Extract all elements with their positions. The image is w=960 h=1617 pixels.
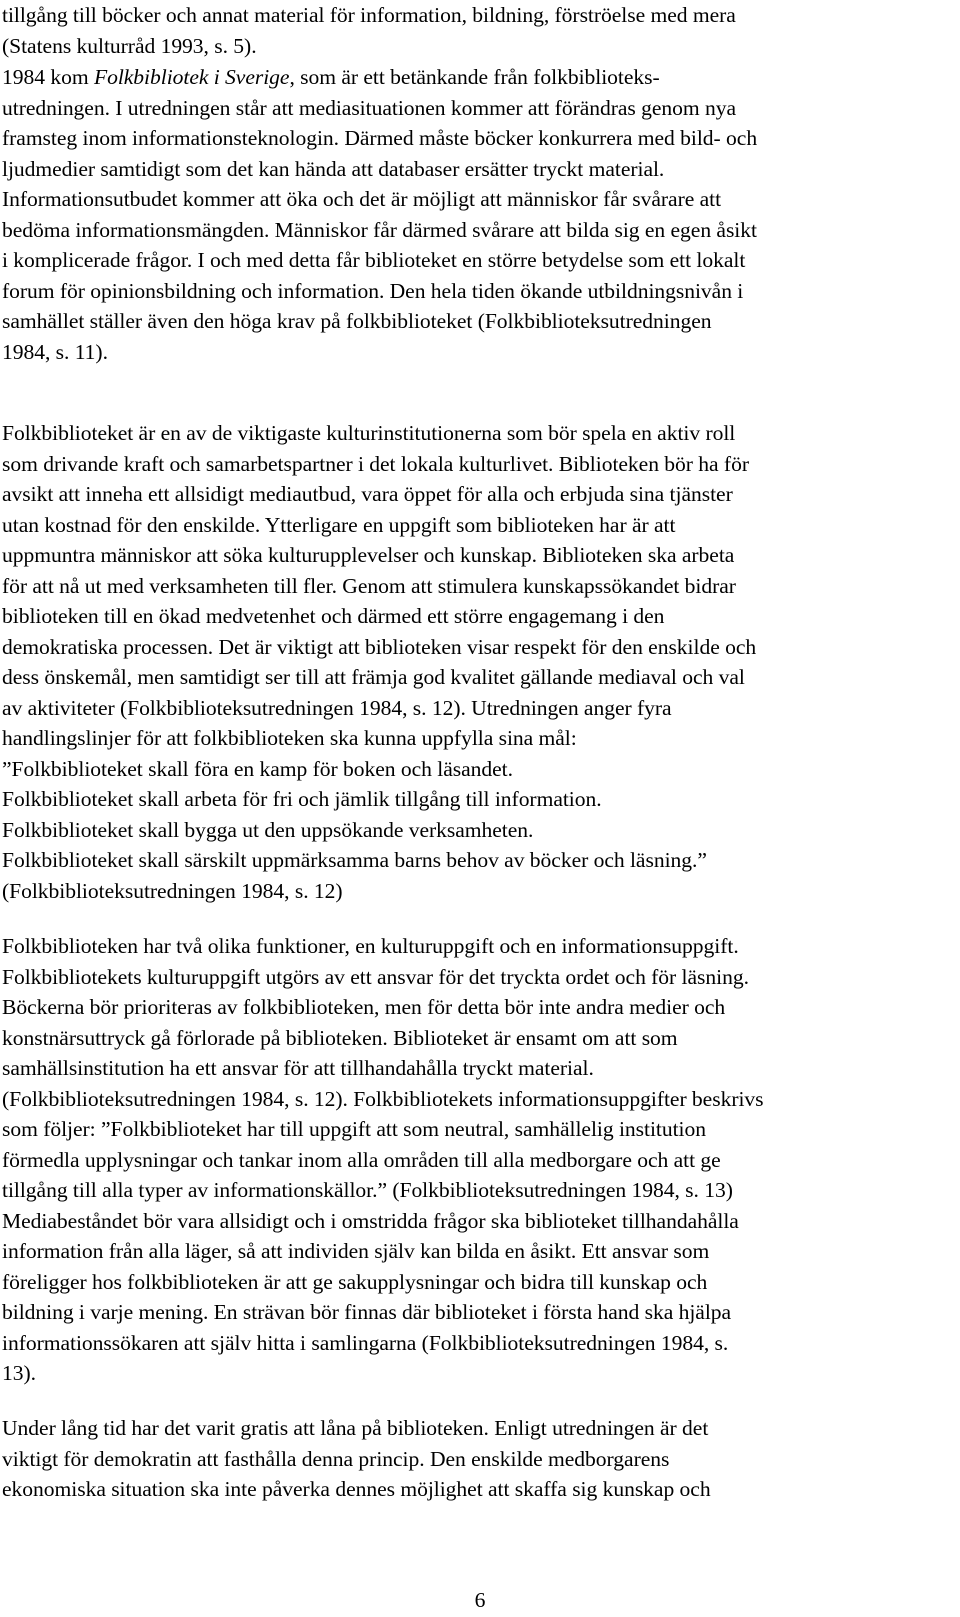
text-line: forum för opinionsbildning och information. Den hela tiden ökande utbildningsnivån i — [2, 278, 744, 303]
text-line: Informationsutbudet kommer att öka och det är möjligt att människor får svårare att — [2, 187, 722, 211]
text-line: Folkbiblioteket är en av de viktigaste kulturinstitutionerna som bör spela en aktiv roll — [2, 421, 736, 445]
text-line: Folkbibliotekets kulturuppgift utgörs av ett ansvar för det tryckta ordet och för läsning. — [2, 964, 749, 989]
paragraph-2 — [2, 62, 958, 367]
text-line: som drivande kraft och samarbetspartner i det lokala kulturlivet. Biblioteken bör ha för — [2, 451, 749, 476]
text-line: framsteg inom informationsteknologin. Därmed måste böcker konkurrera med bild- och — [2, 126, 758, 150]
quote-line: ”Folkbiblioteket skall föra en kamp för boken och läsandet. — [2, 756, 513, 781]
text-line: samhällsinstitution ha ett ansvar för att tillhandahålla tryckt material. — [2, 1056, 594, 1080]
report-title: Folkbibliotek i Sverige — [93, 65, 290, 89]
text-line: 13). — [2, 1361, 36, 1385]
paragraph-5 — [2, 1413, 958, 1505]
quote-line: Folkbiblioteket skall särskilt uppmärksamma barns behov av böcker och läsning.” — [2, 848, 707, 872]
text-line: (Folkbiblioteksutredningen 1984, s. 12). Folkbibliotekets informationsuppgifter beskrivs — [2, 1086, 764, 1111]
page-number: 6 — [474, 1588, 486, 1612]
text-line: avsikt att inneha ett allsidigt mediautbud, vara öppet för alla och erbjuda sina tjänster — [2, 482, 733, 506]
text-line: Mediabeståndet bör vara allsidigt och i omstridda frågor ska biblioteket tillhandahålla — [2, 1208, 739, 1233]
text-line: av aktiviteter (Folkbiblioteksutredningen 1984, s. 12). Utredningen anger fyra — [2, 695, 672, 720]
text-line: bedöma informationsmängden. Människor får därmed svårare att bilda sig en egen åsikt — [2, 217, 757, 242]
text-line: Folkbiblioteken har två olika funktioner, en kulturuppgift och en informationsuppgift. — [2, 934, 739, 958]
text-line: information från alla läger, så att individen själv kan bilda en åsikt. Ett ansvar som — [2, 1239, 710, 1263]
text-line: som följer: ”Folkbiblioteket har till uppgift att som neutral, samhällelig institution — [2, 1117, 706, 1141]
text-line: tillgång till böcker och annat material för information, bildning, förströelse med mera — [2, 3, 736, 27]
text-line: konstnärsuttryck gå förlorade på biblioteken. Biblioteket är ensamt om att som — [2, 1025, 678, 1050]
text-line: dess önskemål, men samtidigt ser till att främja god kvalitet gällande mediaval och val — [2, 665, 745, 689]
text-line: 1984, s. 11). — [2, 339, 108, 364]
text-line: för att nå ut med verksamheten till fler. Genom att stimulera kunskapssökandet bidrar — [2, 573, 736, 598]
text-line: Böckerna bör prioriteras av folkbiblioteken, men för detta bör inte andra medier och — [2, 995, 726, 1019]
paragraph-3 — [2, 418, 958, 906]
text-line: bildning i varje mening. En strävan bör finnas där biblioteket i första hand ska hjälpa — [2, 1300, 732, 1324]
text-line: Under lång tid har det varit gratis att låna på biblioteken. Enligt utredningen är det — [2, 1416, 709, 1440]
text-line: föreligger hos folkbiblioteken är att ge sakupplysningar och bidra till kunskap och — [2, 1269, 708, 1294]
text-line: demokratiska processen. Det är viktigt att biblioteken visar respekt för den enskilde och — [2, 634, 757, 659]
text-line: utredningen. I utredningen står att mediasituationen kommer att förändras genom nya — [2, 95, 737, 120]
text-line: samhället ställer även den höga krav på folkbiblioteket (Folkbiblioteksutredningen — [2, 309, 712, 333]
text-line: förmedla upplysningar och tankar inom alla områden till alla medborgare och att ge — [2, 1147, 721, 1172]
text-line: i komplicerade frågor. I och med detta får biblioteket en större betydelse som ett lokalt — [2, 248, 746, 272]
text-line — [2, 62, 958, 93]
text-line: (Statens kulturråd 1993, s. 5). — [2, 33, 257, 58]
text-line: biblioteken till en ökad medvetenhet och därmed ett större engagemang i den — [2, 604, 665, 628]
text-run: 1984 kom — [2, 65, 94, 89]
text-line: ljudmedier samtidigt som det kan hända att databaser ersätter tryckt material. — [2, 156, 665, 181]
paragraph-1 — [2, 0, 958, 61]
text-line: informationssökaren att själv hitta i samlingarna (Folkbiblioteksutredningen 1984, s. — [2, 1330, 729, 1355]
text-line: handlingslinjer för att folkbiblioteken ska kunna uppfylla sina mål: — [2, 726, 577, 750]
paragraph-4 — [2, 931, 958, 1389]
text-line: ekonomiska situation ska inte påverka dennes möjlighet att skaffa sig kunskap och — [2, 1477, 711, 1501]
text-line: tillgång till alla typer av informationskällor.” (Folkbiblioteksutredningen 1984, s. 13) — [2, 1178, 733, 1202]
quote-line: Folkbiblioteket skall arbeta för fri och jämlik tillgång till information. — [2, 787, 602, 811]
text-line: utan kostnad för den enskilde. Ytterligare en uppgift som biblioteken har är att — [2, 512, 676, 537]
text-run: , som är ett betänkande från folkbiblioteks- — [289, 65, 660, 89]
quote-line: Folkbiblioteket skall bygga ut den uppsökande verksamheten. — [2, 817, 534, 842]
text-line: viktigt för demokratin att fasthålla denna princip. Den enskilde medborgarens — [2, 1446, 670, 1471]
citation-line: (Folkbiblioteksutredningen 1984, s. 12) — [2, 878, 343, 903]
text-line: uppmuntra människor att söka kulturupplevelser och kunskap. Biblioteken ska arbeta — [2, 543, 735, 567]
